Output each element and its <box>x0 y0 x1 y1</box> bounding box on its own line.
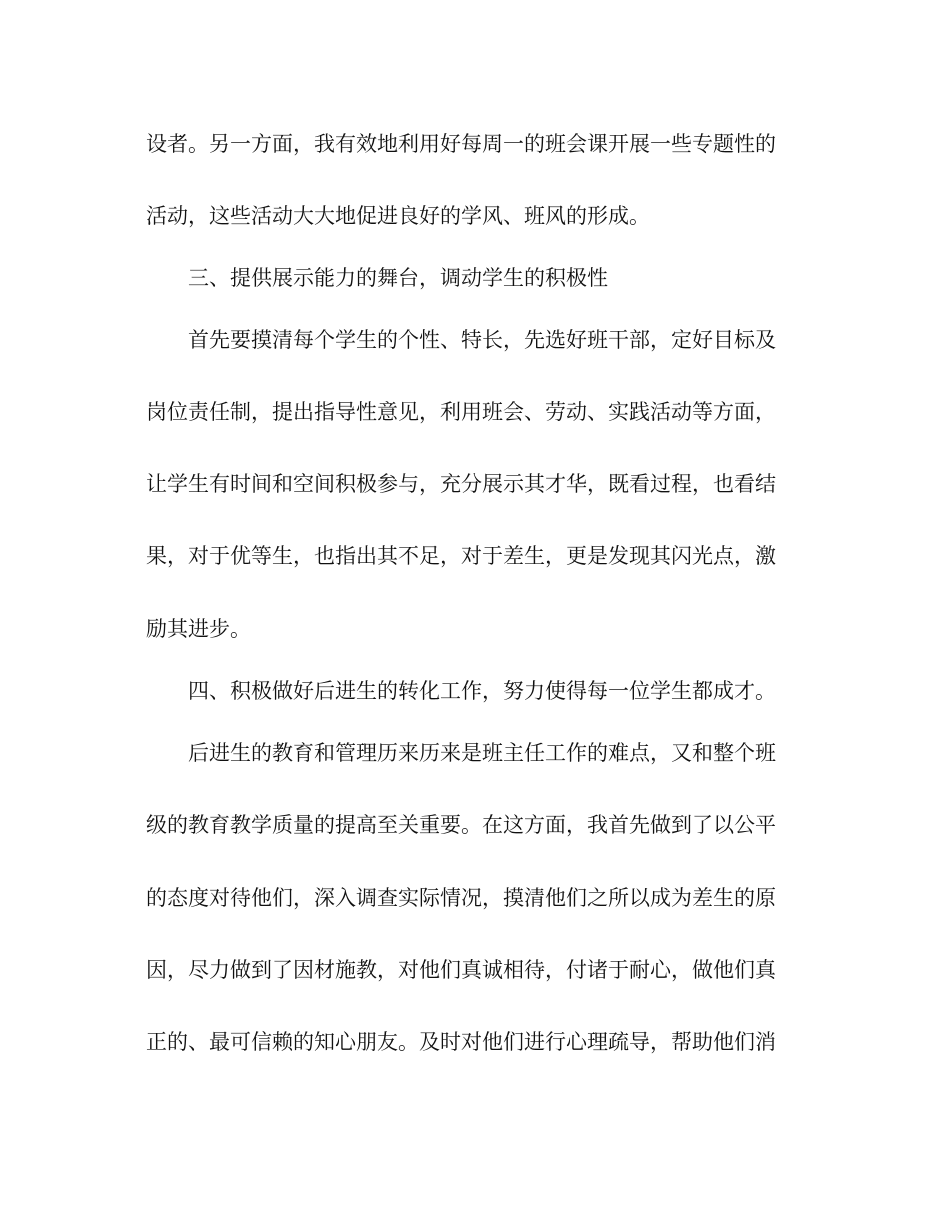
paragraph-line: 因，尽力做到了因材施教，对他们真诚相待，付诸于耐心，做他们真 <box>146 958 776 982</box>
paragraph-line: 岗位责任制，提出指导性意见，利用班会、劳动、实践活动等方面， <box>146 400 776 424</box>
section-heading: 四、积极做好后进生的转化工作，努力使得每一位学生都成才。 <box>188 679 776 703</box>
paragraph-line: 设者。另一方面，我有效地利用好每周一的班会课开展一些专题性的 <box>146 132 776 156</box>
paragraph-line: 正的、最可信赖的知心朋友。及时对他们进行心理疏导，帮助他们消 <box>146 1030 776 1054</box>
paragraph-line: 果，对于优等生，也指出其不足，对于差生，更是发现其闪光点，激 <box>146 544 776 568</box>
paragraph-line: 级的教育教学质量的提高至关重要。在这方面，我首先做到了以公平 <box>146 813 776 837</box>
paragraph-line: 首先要摸清每个学生的个性、特长，先选好班干部，定好目标及 <box>188 328 776 352</box>
section-heading: 三、提供展示能力的舞台，调动学生的积极性 <box>188 266 608 290</box>
paragraph-line: 活动，这些活动大大地促进良好的学风、班风的形成。 <box>146 204 650 228</box>
paragraph-line: 让学生有时间和空间积极参与，充分展示其才华，既看过程，也看结 <box>146 472 776 496</box>
paragraph-line: 后进生的教育和管理历来历来是班主任工作的难点，又和整个班 <box>188 741 776 765</box>
paragraph-line: 励其进步。 <box>146 617 251 641</box>
paragraph-line: 的态度对待他们，深入调查实际情况，摸清他们之所以成为差生的原 <box>146 886 776 910</box>
